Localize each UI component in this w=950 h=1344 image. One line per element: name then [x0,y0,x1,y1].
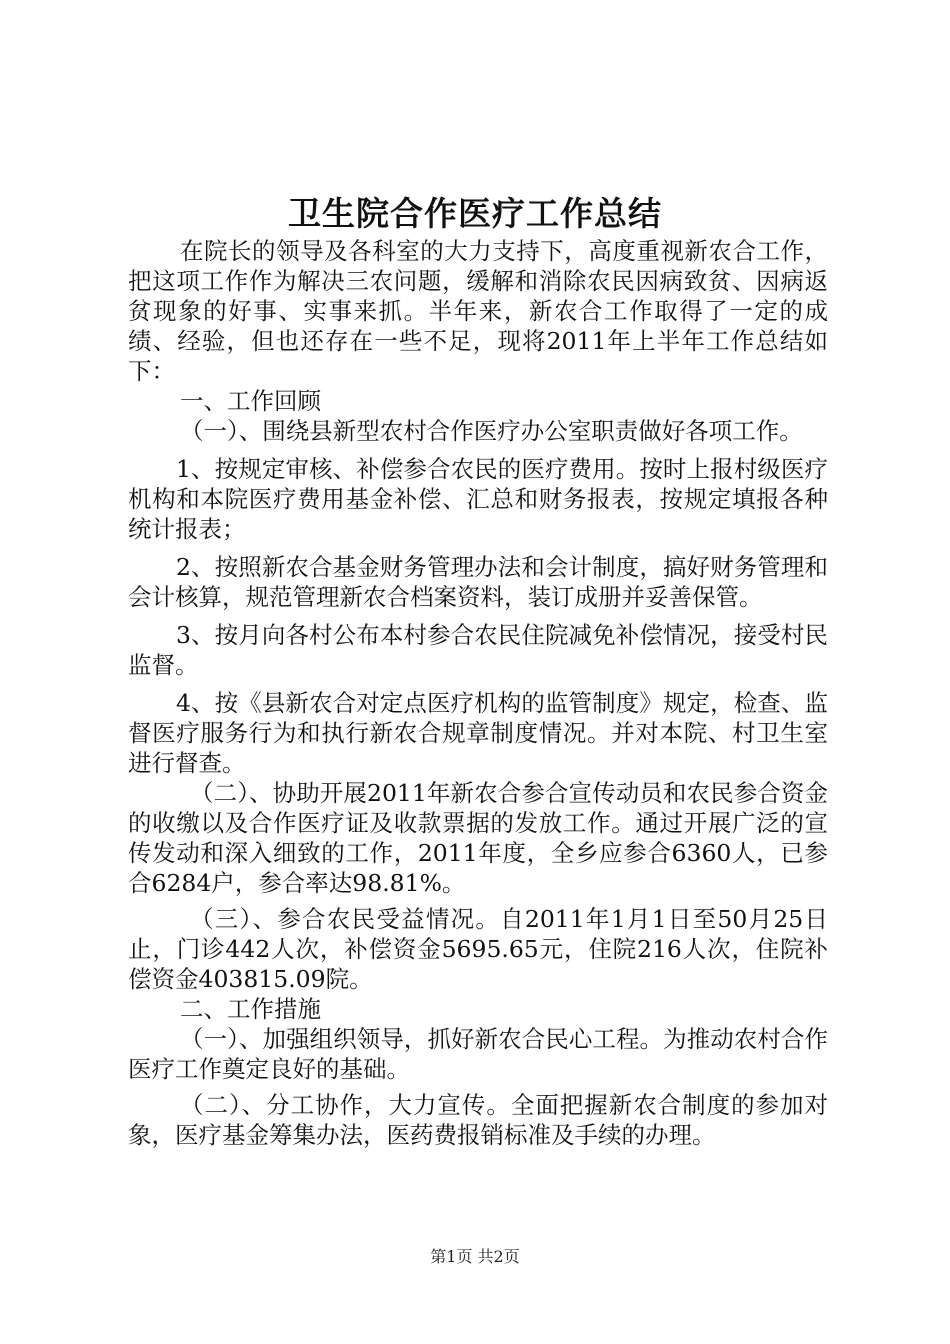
document-title: 卫生院合作医疗工作总结 [288,194,662,233]
section-heading-review: 一、工作回顾 [180,387,321,415]
paragraph-measure-2: （二）、分工协作，大力宣传。全面把握新农合制度的参加对象，医疗基金筹集办法，医药费报销标准及手续的办理。 [128,1091,828,1149]
document-body [128,236,828,1150]
paragraph-measure-1: （一）、加强组织领导，抓好新农合民心工程。为推动农村合作医疗工作奠定良好的基础。 [128,1025,828,1083]
paragraph-subsection-1: （一）、围绕县新型农村合作医疗办公室职责做好各项工作。 [180,417,803,445]
paragraph-item-3: 3、按月向各村公布本村参合农民住院减免补偿情况，接受村民监督。 [128,621,828,679]
paragraph-item-4: 4、按《县新农合对定点医疗机构的监管制度》规定，检查、监督医疗服务行为和执行新农合规章制度情况。并对本院、村卫生室进行督查。 [128,689,828,777]
paragraph-item-1: 1、按规定审核、补偿参合农民的医疗费用。按时上报村级医疗机构和本院医疗费用基金补偿、汇总和财务报表，按规定填报各种统计报表； [128,455,828,543]
paragraph-intro: 在院长的领导及各科室的大力支持下，高度重视新农合工作，把这项工作作为解决三农问题，缓解和消除农民因病致贫、因病返贫现象的好事、实事来抓。半年来，新农合工作取得了一定的成绩、经验，但也还存在一些不足，现将2011年上半年工作总结如下： [128,237,828,385]
paragraph-subsection-2: （二）、协助开展2011年新农合参合宣传动员和农民参合资金的收缴以及合作医疗证及收款票据的发放工作。通过开展广泛的宣传发动和深入细致的工作，2011年度，全乡应参合6360人，已参合6284户，参合率达98.81%。 [128,779,828,897]
paragraph-subsection-3: （三）、参合农民受益情况。自2011年1月1日至50月25日止，门诊442人次，补偿资金5695.65元，住院216人次，住院补偿资金403815.09院。 [128,905,828,993]
section-heading-measures: 二、工作措施 [180,995,321,1023]
page-footer: 第1页 共2页 [430,1247,520,1266]
paragraph-item-2: 2、按照新农合基金财务管理办法和会计制度，搞好财务管理和会计核算，规范管理新农合档案资料，装订成册并妥善保管。 [128,553,828,611]
